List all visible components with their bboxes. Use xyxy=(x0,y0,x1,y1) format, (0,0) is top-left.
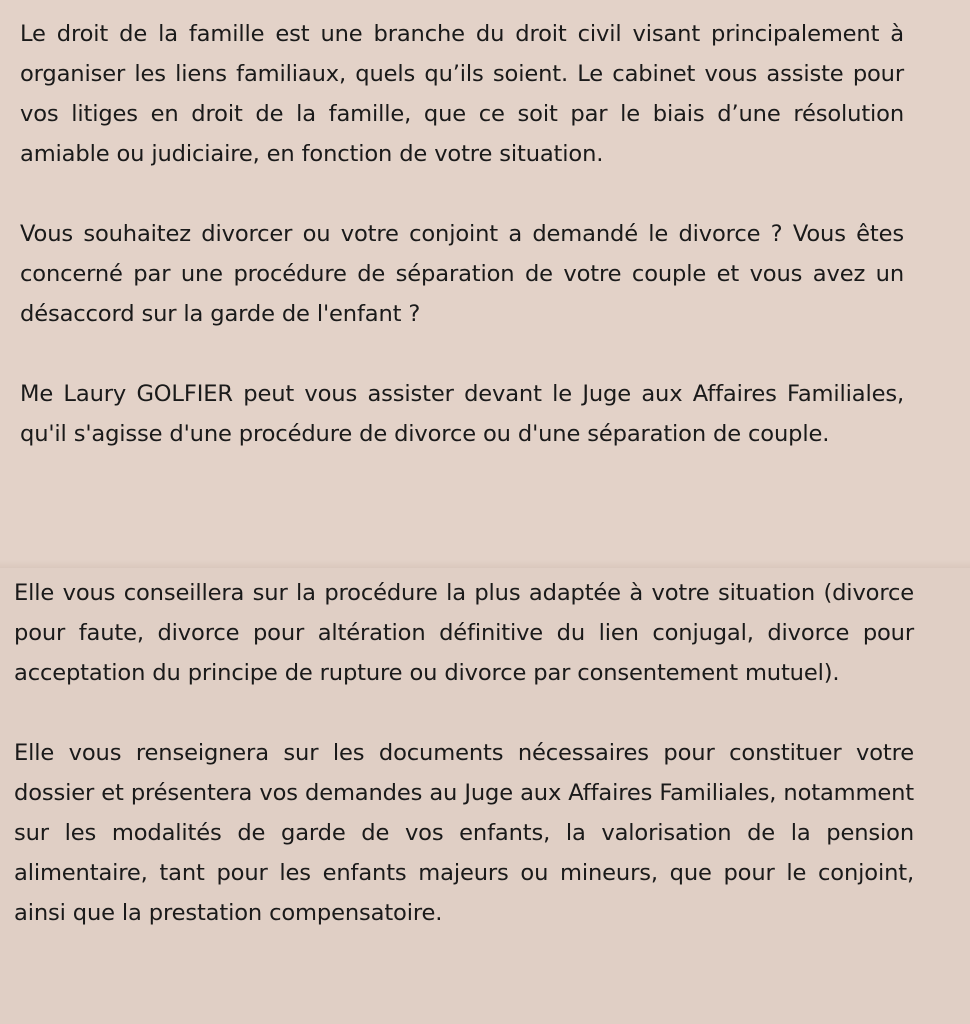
procedure-advice-paragraph: Elle vous conseillera sur la procédure la plus adaptée à votre situation (divorce pour faute, divorce pour altération définitive du lien conjugal, divorce pour acceptation du principe de rupture ou divorce par consentement mutuel). xyxy=(14,580,914,686)
divorce-question-paragraph: Vous souhaitez divorcer ou votre conjoint a demandé le divorce ? Vous êtes concerné par une procédure de séparation de votre couple et vous avez un désaccord sur la garde de l'enfant ? xyxy=(20,221,904,327)
documents-info-paragraph: Elle vous renseignera sur les documents nécessaires pour constituer votre dossier et présentera vos demandes au Juge aux Affaires Familiales, notamment sur les modalités de garde de vos enfants, la valorisation de la pension alimentaire, tant pour les enfants majeurs ou mineurs, que pour le conjoint, ainsi que la prestation compensatoire. xyxy=(14,740,914,926)
bottom-text-section xyxy=(0,568,970,1024)
lawyer-assistance-paragraph: Me Laury GOLFIER peut vous assister devant le Juge aux Affaires Familiales, qu'il s'agisse d'une procédure de divorce ou d'une séparation de couple. xyxy=(20,381,904,447)
intro-paragraph: Le droit de la famille est une branche du droit civil visant principalement à organiser les liens familiaux, quels qu’ils soient. Le cabinet vous assiste pour vos litiges en droit de la famille, que ce soit par le biais d’une résolution amiable ou judiciaire, en fonction de votre situation. xyxy=(20,21,904,167)
